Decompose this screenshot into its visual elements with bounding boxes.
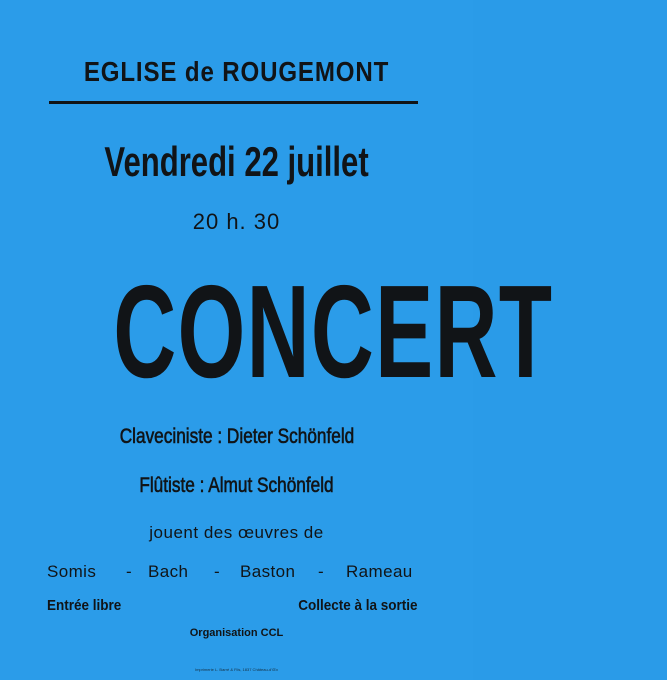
printer-credit-text: Imprimerie L. Barré & Fils, 1837 Château-d'Œx [194,667,279,672]
composer-separator: - [318,562,325,581]
program-intro-text: jouent des œuvres de [149,523,324,542]
composer-item: Baston [240,562,296,581]
event-date [0,138,473,185]
collection-note-text: Collecte à la sortie [298,597,418,614]
performer-harpsichord [0,426,473,447]
collection-note [285,598,418,613]
performer-flute [0,475,473,496]
entry-note [47,598,130,613]
event-time-text: 20 h. 30 [192,209,281,234]
title-underline [49,101,418,104]
composer-item: Rameau [346,562,413,581]
headline-text: CONCERT [113,258,554,405]
event-date-text: Vendredi 22 juillet [104,138,369,185]
performer-flute-text: Flûtiste : Almut Schönfeld [139,474,334,497]
composer-item: Bach [148,562,189,581]
composer-separator: - [214,562,221,581]
venue-title-text: EGLISE de ROUGEMONT [83,56,390,87]
headline [0,258,554,405]
venue-title [0,58,473,86]
composer-item: Somis [47,562,97,581]
organiser-text: Organisation CCL [189,627,284,639]
performer-harpsichord-text: Claveciniste : Dieter Schönfeld [119,425,354,448]
entry-note-text: Entrée libre [47,597,122,614]
composer-separator: - [126,562,133,581]
printer-credit [0,668,473,672]
event-time [0,211,473,233]
composer-list [0,563,473,583]
program-intro [0,524,473,541]
organiser [0,628,473,639]
